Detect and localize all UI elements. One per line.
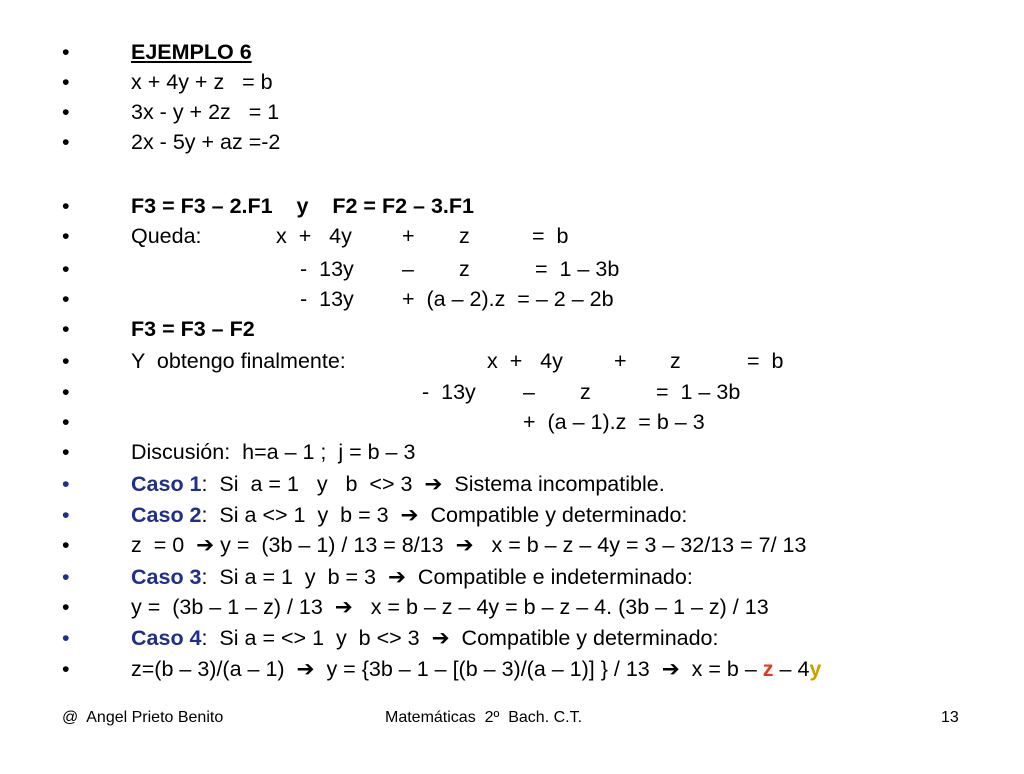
equation-3-line [0, 127, 1024, 157]
equation-2: 3x - y + 2z = 1 [131, 100, 280, 124]
equation-3: 2x - 5y + az =-2 [131, 130, 281, 154]
example-title: EJEMPLO 6 [131, 40, 252, 64]
bullet: • [62, 595, 70, 619]
term-minus: – [523, 380, 535, 404]
case-4-label: Caso 4 [131, 626, 202, 650]
case-2-line [0, 500, 1024, 530]
bullet: • [62, 410, 70, 434]
term-z: z [580, 380, 591, 404]
bullet: • [62, 380, 70, 404]
discussion: Discusión: h=a – 1 ; j = b – 3 [131, 440, 416, 464]
row-operation-2-line [0, 314, 1024, 344]
case-4-solution-mid: – 4 [773, 657, 810, 681]
final-line [0, 346, 1024, 376]
bullet: • [62, 70, 70, 94]
bullet: • [62, 287, 70, 311]
term-z: z [459, 224, 470, 248]
bullet: • [62, 349, 70, 373]
term-13y: - 13y [422, 380, 476, 404]
highlight-y: y [809, 657, 822, 681]
bullet: • [62, 224, 70, 248]
bullet: • [62, 130, 70, 154]
final-label: Y obtengo finalmente: [131, 349, 346, 373]
bullet: • [62, 626, 70, 650]
case-4-solution-line [0, 654, 1024, 684]
example-title-line [0, 37, 1024, 67]
term-plus: + [614, 349, 627, 373]
equation-1-line [0, 67, 1024, 97]
bullet: • [62, 565, 70, 589]
row-operations-line [0, 191, 1024, 221]
footer-course: Matemáticas 2º Bach. C.T. [385, 709, 583, 726]
term-minus: – [402, 257, 414, 281]
bullet: • [62, 100, 70, 124]
case-1 [131, 469, 665, 499]
queda-row3-line [0, 284, 1024, 314]
case-3-line [0, 562, 1024, 592]
term-rhs: = 1 – 3b [656, 380, 741, 404]
equation-1: x + 4y + z = b [131, 70, 273, 94]
queda-row2-line [0, 254, 1024, 284]
case-2-solution: z = 0 ➔ y = (3b – 1) / 13 = 8/13 ➔ x = b – z – 4y = 3 – 32/13 = 7/ 13 [131, 533, 807, 557]
term-13y: - 13y [300, 257, 354, 281]
bullet: • [62, 533, 70, 557]
case-2-text: : Si a <> 1 y b = 3 ➔ Compatible y determinado: [201, 503, 688, 527]
case-3-solution-line [0, 592, 1024, 622]
term-rest: + (a – 2).z = – 2 – 2b [402, 287, 614, 311]
discussion-line [0, 437, 1024, 467]
case-2-label: Caso 2 [131, 503, 202, 527]
bullet: • [62, 257, 70, 281]
case-3-label: Caso 3 [131, 565, 202, 589]
equation-2-line [0, 97, 1024, 127]
case-2 [131, 500, 687, 530]
term-13y: - 13y [300, 287, 354, 311]
row-operation-2: F3 = F3 – F2 [131, 317, 255, 341]
term-rhs: = b [532, 224, 569, 248]
bullet: • [62, 472, 70, 496]
term-z: z [670, 349, 681, 373]
highlight-z: z [762, 657, 774, 681]
case-4-line [0, 623, 1024, 653]
case-1-line [0, 469, 1024, 499]
row-operations: F3 = F3 – 2.F1 y F2 = F2 – 3.F1 [131, 194, 474, 218]
case-4-solution-text: z=(b – 3)/(a – 1) ➔ y = {3b – 1 – [(b – 3)/(a – 1)] } / 13 ➔ x = b – [131, 657, 763, 681]
term-x-4y: x + 4y [276, 224, 352, 248]
bullet: • [62, 40, 70, 64]
footer-author: @ Angel Prieto Benito [62, 709, 224, 726]
bullet: • [62, 440, 70, 464]
term-rhs: = b [747, 349, 784, 373]
case-3 [131, 562, 693, 592]
footer-page-number: 13 [941, 709, 959, 726]
term-rest: + (a – 1).z = b – 3 [523, 410, 705, 434]
case-4-solution [131, 654, 821, 684]
case-4-text: : Si a = <> 1 y b <> 3 ➔ Compatible y determinado: [201, 626, 719, 650]
case-3-text: : Si a = 1 y b = 3 ➔ Compatible e indeterminado: [201, 565, 693, 589]
bullet: • [62, 194, 70, 218]
term-rhs: = 1 – 3b [535, 257, 620, 281]
term-plus: + [402, 224, 415, 248]
case-3-solution: y = (3b – 1 – z) / 13 ➔ x = b – z – 4y = b – z – 4. (3b – 1 – z) / 13 [131, 595, 769, 619]
bullet: • [62, 503, 70, 527]
queda-label: Queda: [131, 224, 202, 248]
case-4 [131, 623, 719, 653]
final-row3-line [0, 407, 1024, 437]
case-1-text: : Si a = 1 y b <> 3 ➔ Sistema incompatible. [201, 472, 665, 496]
queda-line [0, 221, 1024, 251]
term-z: z [459, 257, 470, 281]
case-2-solution-line [0, 530, 1024, 560]
bullet: • [62, 657, 70, 681]
final-row2-line [0, 377, 1024, 407]
bullet: • [62, 317, 70, 341]
case-1-label: Caso 1 [131, 472, 202, 496]
term-x-4y: x + 4y [487, 349, 563, 373]
